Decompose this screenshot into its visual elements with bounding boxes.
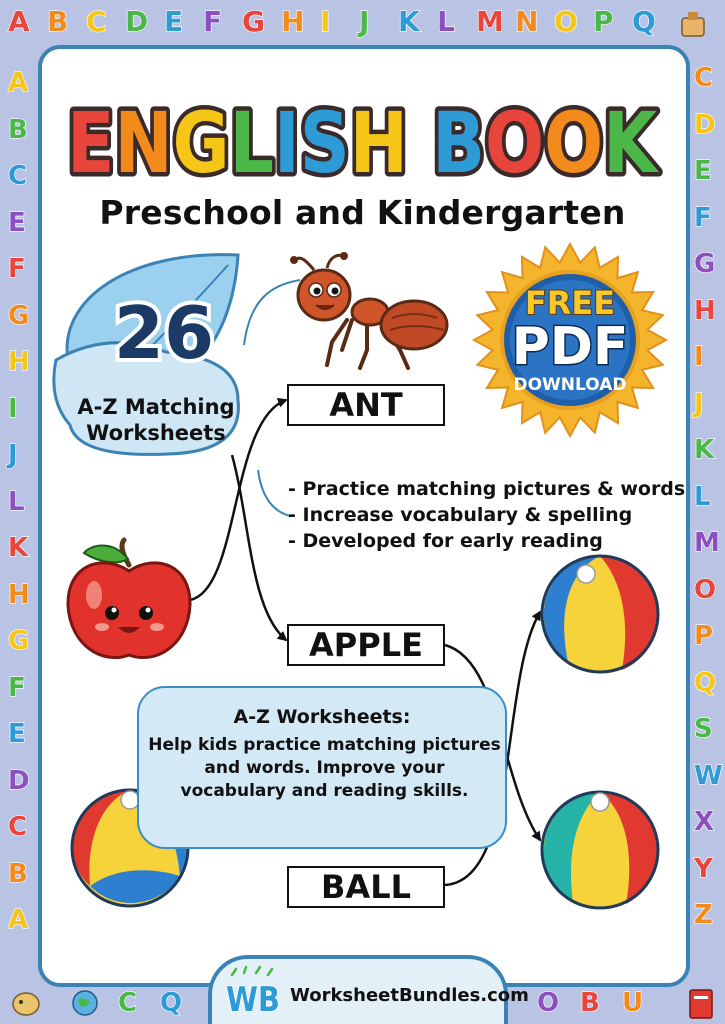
ant-illustration <box>282 250 452 375</box>
border-letter: G <box>8 626 30 656</box>
border-letter: U <box>622 988 644 1018</box>
info-body <box>147 734 502 803</box>
bullet-2: - Increase vocabulary & spelling <box>288 504 633 526</box>
badge-line1: A-Z Matching <box>77 395 235 419</box>
seal-pdf: PDF <box>511 317 629 377</box>
border-letter: J <box>8 440 18 470</box>
border-letter: D <box>125 5 149 38</box>
wb-logo-text: WB <box>226 980 280 1020</box>
border-letter: P <box>694 621 714 651</box>
border-letter: I <box>8 393 18 424</box>
apple-illustration <box>62 535 197 670</box>
border-letter: O <box>537 988 560 1018</box>
word-box-ant: ANT <box>287 384 445 426</box>
title-letter: L <box>229 94 284 190</box>
pencil-icon <box>676 8 712 44</box>
border-letter: I <box>320 5 331 38</box>
border-letter: A <box>8 5 30 38</box>
border-letter: H <box>8 579 30 610</box>
title-letter: O <box>544 94 616 190</box>
border-letter: B <box>47 5 69 38</box>
border-letter: I <box>694 342 704 372</box>
border-letter: K <box>694 435 715 465</box>
scissors-icon <box>8 986 44 1020</box>
border-letter: Y <box>694 853 713 884</box>
info-line: Help kids practice matching pictures <box>148 735 501 755</box>
border-letter: E <box>694 156 712 186</box>
bullet-3: - Developed for early reading <box>288 530 603 552</box>
border-letter: C <box>86 5 107 38</box>
beach-ball-top-right <box>538 552 663 677</box>
subtitle: Preschool and Kindergarten <box>99 193 626 232</box>
border-letter: H <box>281 5 305 38</box>
bullet-1: - Practice matching pictures & words <box>288 478 686 500</box>
border-letter: D <box>8 765 30 796</box>
border-letter: C <box>8 161 28 191</box>
wb-logo <box>222 965 284 1020</box>
border-letter: F <box>8 672 26 703</box>
border-letter: H <box>8 347 30 377</box>
border-letter: W <box>694 760 723 791</box>
title-letter: N <box>114 94 185 190</box>
beach-ball-bottom-right <box>538 788 663 913</box>
globe-icon <box>70 988 100 1018</box>
border-letter: L <box>437 5 455 38</box>
title-letter: H <box>349 94 421 190</box>
border-letter: E <box>164 5 184 38</box>
info-line: and words. Improve your <box>204 758 445 778</box>
badge-line2: Worksheets <box>86 421 226 445</box>
border-letter: E <box>8 207 26 238</box>
border-letter: L <box>8 486 25 517</box>
info-title: A-Z Worksheets: <box>233 706 411 728</box>
border-letter: A <box>8 905 29 935</box>
border-letter: C <box>8 812 28 842</box>
border-letter: Q <box>160 988 183 1018</box>
border-letter: P <box>593 5 614 38</box>
border-letter: F <box>203 5 223 38</box>
word-box-ball: BALL <box>287 866 445 908</box>
border-letter: B <box>8 858 28 889</box>
title-letter: S <box>299 94 361 190</box>
border-letter: F <box>8 254 26 284</box>
border-letter: K <box>8 533 29 563</box>
border-letter: G <box>694 249 716 279</box>
border-letter: B <box>580 988 600 1018</box>
seal-free: FREE <box>524 284 616 322</box>
border-letter: K <box>398 5 420 38</box>
title-letter: B <box>432 94 497 190</box>
border-letter: D <box>694 109 716 140</box>
border-letter: L <box>694 481 711 512</box>
border-letter: X <box>694 807 715 837</box>
title-letter: O <box>485 94 557 190</box>
border-letter: S <box>694 714 713 744</box>
border-letter: O <box>694 574 717 605</box>
border-letter: G <box>242 5 265 38</box>
border-letter: Z <box>694 900 713 930</box>
word-box-apple: APPLE <box>287 624 445 666</box>
border-letter: H <box>694 295 716 326</box>
border-letter: J <box>359 5 370 38</box>
badge-number: 26 <box>113 291 215 375</box>
border-letter: J <box>694 388 704 419</box>
border-letter: N <box>515 5 539 38</box>
seal-download: DOWNLOAD <box>513 375 627 395</box>
border-letter: Q <box>632 5 656 38</box>
border-letter: A <box>8 68 29 98</box>
border-letter: O <box>554 5 578 38</box>
info-line: vocabulary and reading skills. <box>180 781 469 801</box>
border-letter: C <box>118 988 138 1018</box>
site-url[interactable]: WorksheetBundles.com <box>290 985 529 1006</box>
border-letter: G <box>8 300 30 331</box>
title-letter: I <box>273 94 306 190</box>
border-letter: F <box>694 202 712 233</box>
border-letter: M <box>694 528 720 558</box>
book-icon <box>686 986 718 1022</box>
border-letter: M <box>476 5 504 38</box>
title-letter: G <box>172 94 242 190</box>
border-letter: B <box>8 114 28 145</box>
border-letter: Q <box>694 667 717 698</box>
border-letter: E <box>8 719 26 749</box>
border-letter: C <box>694 63 714 93</box>
title-letter: E <box>67 94 125 190</box>
title-letter: K <box>603 94 669 190</box>
free-pdf-seal <box>470 240 670 440</box>
